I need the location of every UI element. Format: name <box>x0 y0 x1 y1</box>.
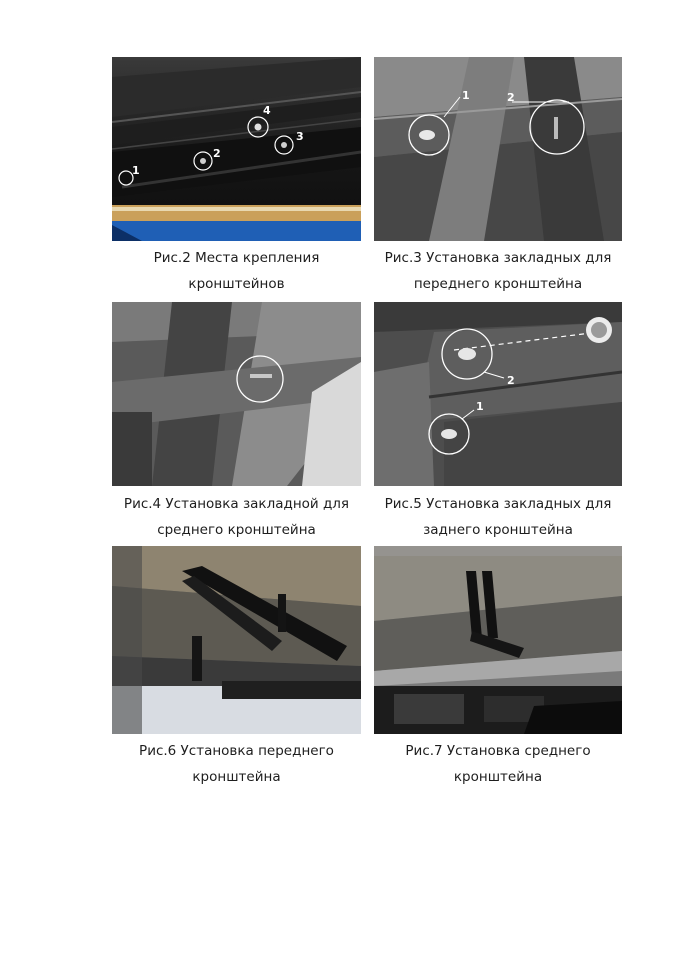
marker-label-1: 1 <box>132 164 140 177</box>
caption-fig6 <box>112 738 361 790</box>
caption-fig4 <box>112 491 361 543</box>
caption-line: Рис.4 Установка закладной для <box>123 496 350 512</box>
marker-label-2: 2 <box>507 374 515 387</box>
photo-fig3 <box>374 57 622 241</box>
caption-fig2 <box>112 245 361 297</box>
marker-label-3: 3 <box>296 130 304 143</box>
caption-line: Рис.7 Установка среднего <box>405 743 591 759</box>
marker-label-1: 1 <box>476 400 484 413</box>
marker-label-1: 1 <box>462 89 470 102</box>
caption-fig7 <box>374 738 622 790</box>
marker-label-2: 2 <box>507 91 515 104</box>
caption-line: Рис.3 Установка закладных для <box>384 250 612 266</box>
photo-fig4 <box>112 302 361 486</box>
photo-fig7 <box>374 546 622 734</box>
caption-line: Рис.6 Установка переднего <box>139 743 334 759</box>
caption-fig5 <box>374 491 622 543</box>
caption-line: кронштейна <box>192 769 281 785</box>
caption-line: Рис.5 Установка закладных для <box>384 496 612 512</box>
photo-fig6 <box>112 546 361 734</box>
caption-line: Рис.2 Места крепления <box>153 250 320 266</box>
caption-line: заднего кронштейна <box>423 522 573 538</box>
caption-line: переднего кронштейна <box>413 276 583 292</box>
caption-line: среднего кронштейна <box>157 522 316 538</box>
marker-label-2: 2 <box>213 147 221 160</box>
caption-line: кронштейнов <box>188 276 285 292</box>
photo-fig5 <box>374 302 622 486</box>
photo-fig2 <box>112 57 361 241</box>
caption-fig3 <box>374 245 622 297</box>
marker-label-4: 4 <box>263 104 271 117</box>
caption-line: кронштейна <box>453 769 543 785</box>
